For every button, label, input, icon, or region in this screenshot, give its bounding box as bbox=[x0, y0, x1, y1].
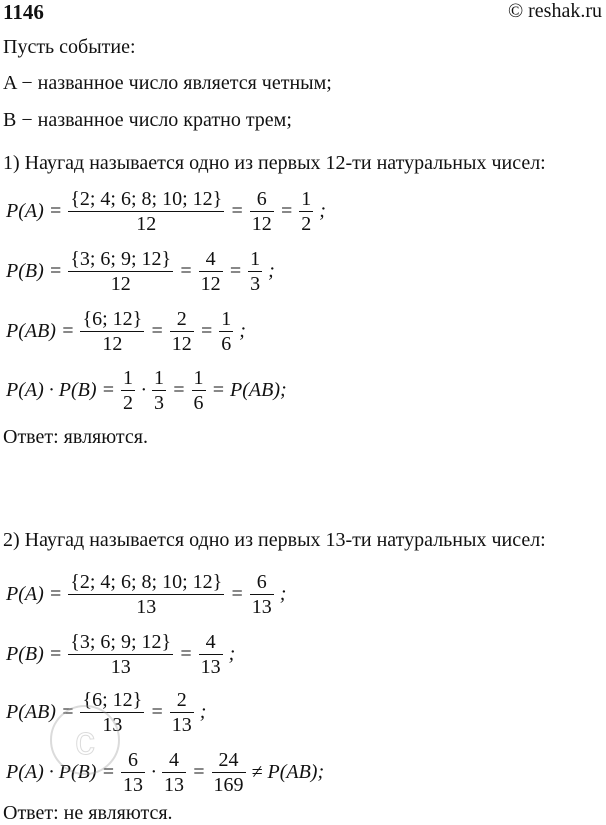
math-text: ≠ P(AB); bbox=[251, 760, 325, 783]
copyright: © reshak.ru bbox=[507, 0, 602, 22]
equation bbox=[3, 183, 329, 239]
math-text: = bbox=[192, 760, 206, 783]
denominator: 3 bbox=[250, 272, 261, 295]
math-text: = bbox=[179, 642, 193, 665]
event-b: B − названное число кратно трем; bbox=[3, 109, 292, 131]
math-text: = bbox=[230, 582, 244, 605]
equation bbox=[3, 744, 327, 800]
numerator: 24 bbox=[218, 748, 239, 771]
numerator: 6 bbox=[256, 187, 267, 210]
math-text: ; bbox=[319, 199, 326, 222]
equation bbox=[3, 566, 289, 622]
numerator: 1 bbox=[154, 366, 165, 389]
math-text: · bbox=[141, 378, 147, 401]
denominator: 13 bbox=[80, 712, 144, 737]
math-text: P(A) = bbox=[6, 199, 63, 222]
denominator: 2 bbox=[123, 391, 134, 414]
math-text: = bbox=[230, 199, 244, 222]
equation bbox=[3, 362, 290, 418]
math-text: ; bbox=[228, 642, 236, 665]
fraction bbox=[247, 187, 277, 236]
fraction bbox=[159, 748, 189, 797]
fraction bbox=[65, 247, 176, 296]
denominator: 12 bbox=[251, 212, 272, 235]
math-text: P(A) = bbox=[6, 582, 63, 605]
numerator: 4 bbox=[169, 748, 180, 771]
fraction bbox=[209, 748, 249, 797]
math-text: ; bbox=[239, 319, 246, 342]
denominator: 13 bbox=[164, 773, 185, 796]
denominator: 13 bbox=[200, 655, 221, 678]
denominator: 6 bbox=[221, 332, 232, 355]
math-text: = bbox=[150, 700, 164, 723]
numerator: {3; 6; 9; 12} bbox=[70, 247, 172, 270]
denominator: 2 bbox=[301, 212, 312, 235]
fraction bbox=[65, 630, 176, 679]
math-text: = bbox=[199, 319, 214, 342]
denominator: 12 bbox=[171, 332, 192, 355]
math-text: · bbox=[151, 760, 157, 783]
denominator: 6 bbox=[193, 391, 204, 414]
fraction bbox=[167, 307, 197, 356]
numerator: 1 bbox=[221, 307, 232, 330]
math-text: P(B) = bbox=[6, 642, 63, 665]
fraction bbox=[296, 187, 316, 236]
math-text: ; bbox=[268, 259, 275, 282]
problem-number: 1146 bbox=[3, 0, 44, 24]
fraction bbox=[149, 366, 169, 415]
math-text: = bbox=[179, 259, 193, 282]
intro-text: Пусть событие: bbox=[3, 36, 136, 58]
fraction bbox=[77, 307, 147, 356]
section-1-answer: Ответ: являются. bbox=[3, 426, 148, 448]
fraction bbox=[65, 570, 227, 619]
numerator: 1 bbox=[301, 187, 312, 210]
fraction bbox=[196, 247, 226, 296]
numerator: 6 bbox=[256, 570, 267, 593]
fraction bbox=[196, 630, 226, 679]
equation bbox=[3, 684, 209, 740]
denominator: 12 bbox=[68, 211, 224, 236]
numerator: 1 bbox=[123, 366, 134, 389]
equation bbox=[3, 626, 238, 682]
math-text: = bbox=[228, 259, 243, 282]
numerator: 2 bbox=[176, 688, 187, 711]
numerator: 4 bbox=[205, 630, 216, 653]
numerator: {2; 4; 6; 8; 10; 12} bbox=[70, 187, 223, 210]
denominator: 12 bbox=[200, 272, 221, 295]
section-1-heading: 1) Наугад называется одно из первых 12-ти натуральных чисел: bbox=[3, 152, 546, 174]
fraction bbox=[65, 187, 227, 236]
denominator: 12 bbox=[68, 271, 173, 296]
equation bbox=[3, 243, 278, 299]
denominator: 13 bbox=[171, 713, 192, 736]
numerator: 1 bbox=[193, 366, 204, 389]
math-text: ; bbox=[199, 700, 207, 723]
math-text: P(AB) = bbox=[6, 700, 75, 723]
math-text: P(AB) = bbox=[6, 319, 75, 342]
equation bbox=[3, 303, 249, 359]
math-text: = bbox=[279, 199, 294, 222]
fraction bbox=[118, 366, 138, 415]
denominator: 12 bbox=[80, 331, 144, 356]
denominator: 13 bbox=[251, 595, 272, 618]
denominator: 3 bbox=[154, 391, 165, 414]
numerator: {6; 12} bbox=[82, 688, 143, 711]
section-2-answer: Ответ: не являются. bbox=[3, 802, 173, 824]
numerator: {3; 6; 9; 12} bbox=[70, 630, 172, 653]
math-text: P(A) · P(B) = bbox=[6, 378, 116, 401]
math-text: = bbox=[172, 378, 186, 401]
fraction bbox=[189, 366, 209, 415]
section-2-heading: 2) Наугад называется одно из первых 13-ти натуральных чисел: bbox=[3, 529, 546, 551]
numerator: 4 bbox=[205, 247, 216, 270]
event-a: A − названное число является четным; bbox=[3, 72, 332, 94]
numerator: 2 bbox=[176, 307, 187, 330]
fraction bbox=[167, 688, 197, 737]
math-text: = bbox=[150, 319, 164, 342]
math-text: P(A) · P(B) = bbox=[6, 760, 116, 783]
denominator: 13 bbox=[123, 773, 144, 796]
fraction bbox=[216, 307, 236, 356]
numerator: 1 bbox=[250, 247, 261, 270]
fraction bbox=[247, 570, 277, 619]
numerator: {6; 12} bbox=[82, 307, 143, 330]
math-text: = P(AB); bbox=[211, 378, 287, 401]
math-text: ; bbox=[279, 582, 287, 605]
fraction bbox=[118, 748, 148, 797]
fraction bbox=[245, 247, 265, 296]
denominator: 13 bbox=[68, 594, 224, 619]
numerator: 6 bbox=[128, 748, 139, 771]
svg-text:c: c bbox=[75, 719, 95, 763]
denominator: 169 bbox=[213, 773, 244, 796]
denominator: 13 bbox=[68, 654, 173, 679]
math-text: P(B) = bbox=[6, 259, 63, 282]
numerator: {2; 4; 6; 8; 10; 12} bbox=[70, 570, 223, 593]
fraction bbox=[77, 688, 147, 737]
